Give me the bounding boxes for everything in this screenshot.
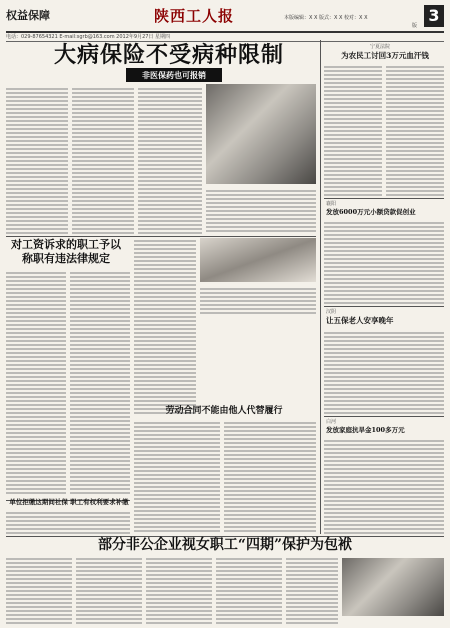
- story3-headline: 单位拒缴这期间社保 职工有权利要求补缴: [9, 498, 129, 506]
- page-header: [6, 5, 444, 33]
- sidebar-kicker-2: 襄阳: [326, 201, 337, 207]
- story4-col-1: [134, 420, 220, 534]
- sidebar-2-body: [324, 220, 444, 304]
- sidebar-1-col-2: [386, 64, 444, 196]
- main-photo: [206, 84, 316, 184]
- main-headline: 大病保险不受病种限制: [53, 42, 284, 68]
- main-body-col-1: [6, 86, 68, 234]
- edition-info: 本版编辑：X X 版式：X X 校对：X X: [284, 15, 368, 21]
- middle-caption: [200, 286, 316, 316]
- story2-col-2: [70, 270, 130, 498]
- sidebar-1-col-1: [324, 64, 382, 196]
- story5-col-3: [146, 556, 212, 624]
- story5-headline: 部分非公企业视女职工“四期”保护为包袱: [97, 537, 353, 553]
- middle-photo: [200, 238, 316, 282]
- sidebar-kicker-3: 汉阴: [326, 309, 337, 315]
- sidebar-headline-3: 让五保老人安享晚年: [326, 316, 394, 325]
- sidebar-3-body: [324, 330, 444, 414]
- divider: [324, 416, 444, 417]
- main-subhead: 非医保药也可报销: [126, 68, 222, 82]
- sidebar-kicker-4: 白河: [326, 419, 337, 425]
- story2-headline: 对工资诉求的职工予以称职有违法律规定: [11, 238, 121, 265]
- main-body-col-3: [138, 86, 202, 234]
- story3-body: [6, 510, 130, 534]
- masthead: 陕西工人报: [154, 7, 235, 25]
- sidebar-headline-2: 发放6000万元小额贷款促创业: [326, 208, 416, 216]
- main-body-col-2: [72, 86, 134, 234]
- sidebar-headline-4: 发放家庭抗旱金100多万元: [326, 426, 405, 434]
- divider: [324, 198, 444, 199]
- story5-col-4: [216, 556, 282, 624]
- sidebar-kicker-1: 宁夏法院: [370, 44, 391, 50]
- story5-col-5: [286, 556, 338, 624]
- section-title: 权益保障: [6, 9, 50, 22]
- divider: [6, 236, 316, 237]
- sidebar-divider: [320, 40, 321, 534]
- story5-col-1: [6, 556, 72, 624]
- sidebar-4-body: [324, 438, 444, 534]
- main-body-col-4: [206, 188, 316, 234]
- divider: [324, 306, 444, 307]
- story4-headline: 劳动合同不能由他人代替履行: [165, 406, 283, 416]
- page-number: 3: [424, 5, 444, 27]
- header-subline: 电话：029-87654321 E-mail:sgrb@163.com 2012年9月27日 星期四: [6, 33, 444, 42]
- story5-col-2: [76, 556, 142, 624]
- story2-col-3: [134, 238, 196, 416]
- story4-col-2: [224, 420, 316, 534]
- story2-col-1: [6, 270, 66, 498]
- sidebar-headline-1: 为农民工讨回3万元血汗钱: [341, 51, 429, 60]
- bottom-photo: [342, 558, 444, 616]
- page-label: 版: [412, 23, 418, 29]
